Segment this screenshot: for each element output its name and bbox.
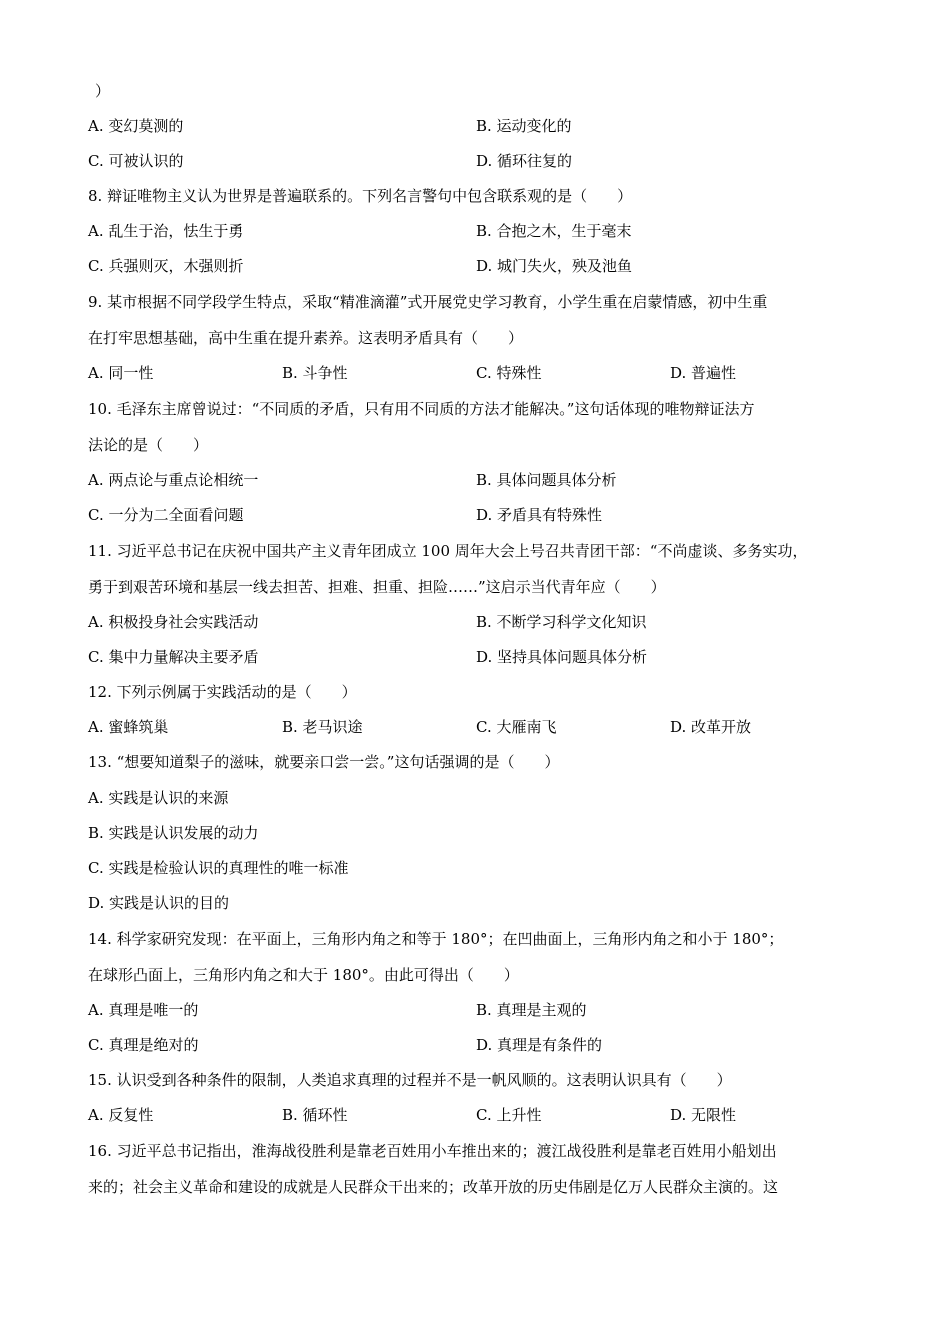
q12-option-a: A. 蜜蜂筑巢 [88,718,169,736]
q13-option-b: B. 实践是认识发展的动力 [88,824,259,842]
q8-option-a: A. 乱生于治，怯生于勇 [88,222,244,240]
q11-stem-line2: 勇于到艰苦环境和基层一线去担苦、担难、担重、担险……”这启示当代青年应（ ） [88,578,666,596]
q10-option-a: A. 两点论与重点论相统一 [88,471,259,489]
q8-option-b: B. 合抱之木，生于毫末 [476,222,632,240]
q14-stem-line1: 14. 科学家研究发现：在平面上，三角形内角之和等于 180°；在凹曲面上，三角形内角之和小于 180°； [88,930,784,948]
q13-option-a: A. 实践是认识的来源 [88,789,229,807]
q15-option-d: D. 无限性 [670,1106,737,1124]
q12-option-d: D. 改革开放 [670,718,752,736]
q14-option-a: A. 真理是唯一的 [88,1001,199,1019]
q7-tail: ） [95,82,111,100]
q9-stem-line2: 在打牢思想基础，高中生重在提升素养。这表明矛盾具有（ ） [88,329,524,347]
q14-option-c: C. 真理是绝对的 [88,1036,199,1054]
q7-option-a: A. 变幻莫测的 [88,117,184,135]
q12-stem: 12. 下列示例属于实践活动的是（ ） [88,683,357,701]
q14-option-b: B. 真理是主观的 [476,1001,587,1019]
q9-stem-line1: 9. 某市根据不同学段学生特点，采取“精准滴灌”式开展党史学习教育，小学生重在启蒙情感，初中生重 [88,293,768,311]
q11-stem-line1: 11. 习近平总书记在庆祝中国共产主义青年团成立 100 周年大会上号召共青团干部：“不尚虚谈、多务实功， [88,542,808,560]
q16-stem-line2: 来的；社会主义革命和建设的成就是人民群众干出来的；改革开放的历史伟剧是亿万人民群众主演的。这 [88,1178,779,1196]
q8-stem: 8. 辩证唯物主义认为世界是普遍联系的。下列名言警句中包含联系观的是（ ） [88,187,633,205]
q16-stem-line1: 16. 习近平总书记指出，淮海战役胜利是靠老百姓用小车推出来的；渡江战役胜利是靠老百姓用小船划出 [88,1142,777,1160]
q9-option-b: B. 斗争性 [282,364,348,382]
q15-stem: 15. 认识受到各种条件的限制，人类追求真理的过程并不是一帆风顺的。这表明认识具有（ ） [88,1071,732,1089]
q8-option-c: C. 兵强则灭，木强则折 [88,257,244,275]
q10-stem-line1: 10. 毛泽东主席曾说过：“不同质的矛盾，只有用不同质的方法才能解决。”这句话体现的唯物辩证法方 [88,400,755,418]
q9-option-c: C. 特殊性 [476,364,542,382]
q7-option-c: C. 可被认识的 [88,152,184,170]
q14-option-d: D. 真理是有条件的 [476,1036,603,1054]
q11-option-b: B. 不断学习科学文化知识 [476,613,647,631]
q15-option-c: C. 上升性 [476,1106,542,1124]
q8-option-d: D. 城门失火，殃及池鱼 [476,257,633,275]
q10-option-c: C. 一分为二全面看问题 [88,506,244,524]
q13-stem: 13. “想要知道梨子的滋味，就要亲口尝一尝。”这句话强调的是（ ） [88,753,560,771]
q13-option-c: C. 实践是检验认识的真理性的唯一标准 [88,859,349,877]
q7-option-d: D. 循环往复的 [476,152,573,170]
q13-option-d: D. 实践是认识的目的 [88,894,230,912]
q10-option-d: D. 矛盾具有特殊性 [476,506,603,524]
q12-option-c: C. 大雁南飞 [476,718,557,736]
q15-option-a: A. 反复性 [88,1106,154,1124]
q9-option-a: A. 同一性 [88,364,154,382]
q9-option-d: D. 普遍性 [670,364,737,382]
q10-stem-line2: 法论的是（ ） [88,436,209,454]
q12-option-b: B. 老马识途 [282,718,363,736]
q15-option-b: B. 循环性 [282,1106,348,1124]
q11-option-d: D. 坚持具体问题具体分析 [476,648,648,666]
q11-option-c: C. 集中力量解决主要矛盾 [88,648,259,666]
q10-option-b: B. 具体问题具体分析 [476,471,617,489]
q7-option-b: B. 运动变化的 [476,117,572,135]
q11-option-a: A. 积极投身社会实践活动 [88,613,259,631]
q14-stem-line2: 在球形凸面上，三角形内角之和大于 180°。由此可得出（ ） [88,966,519,984]
